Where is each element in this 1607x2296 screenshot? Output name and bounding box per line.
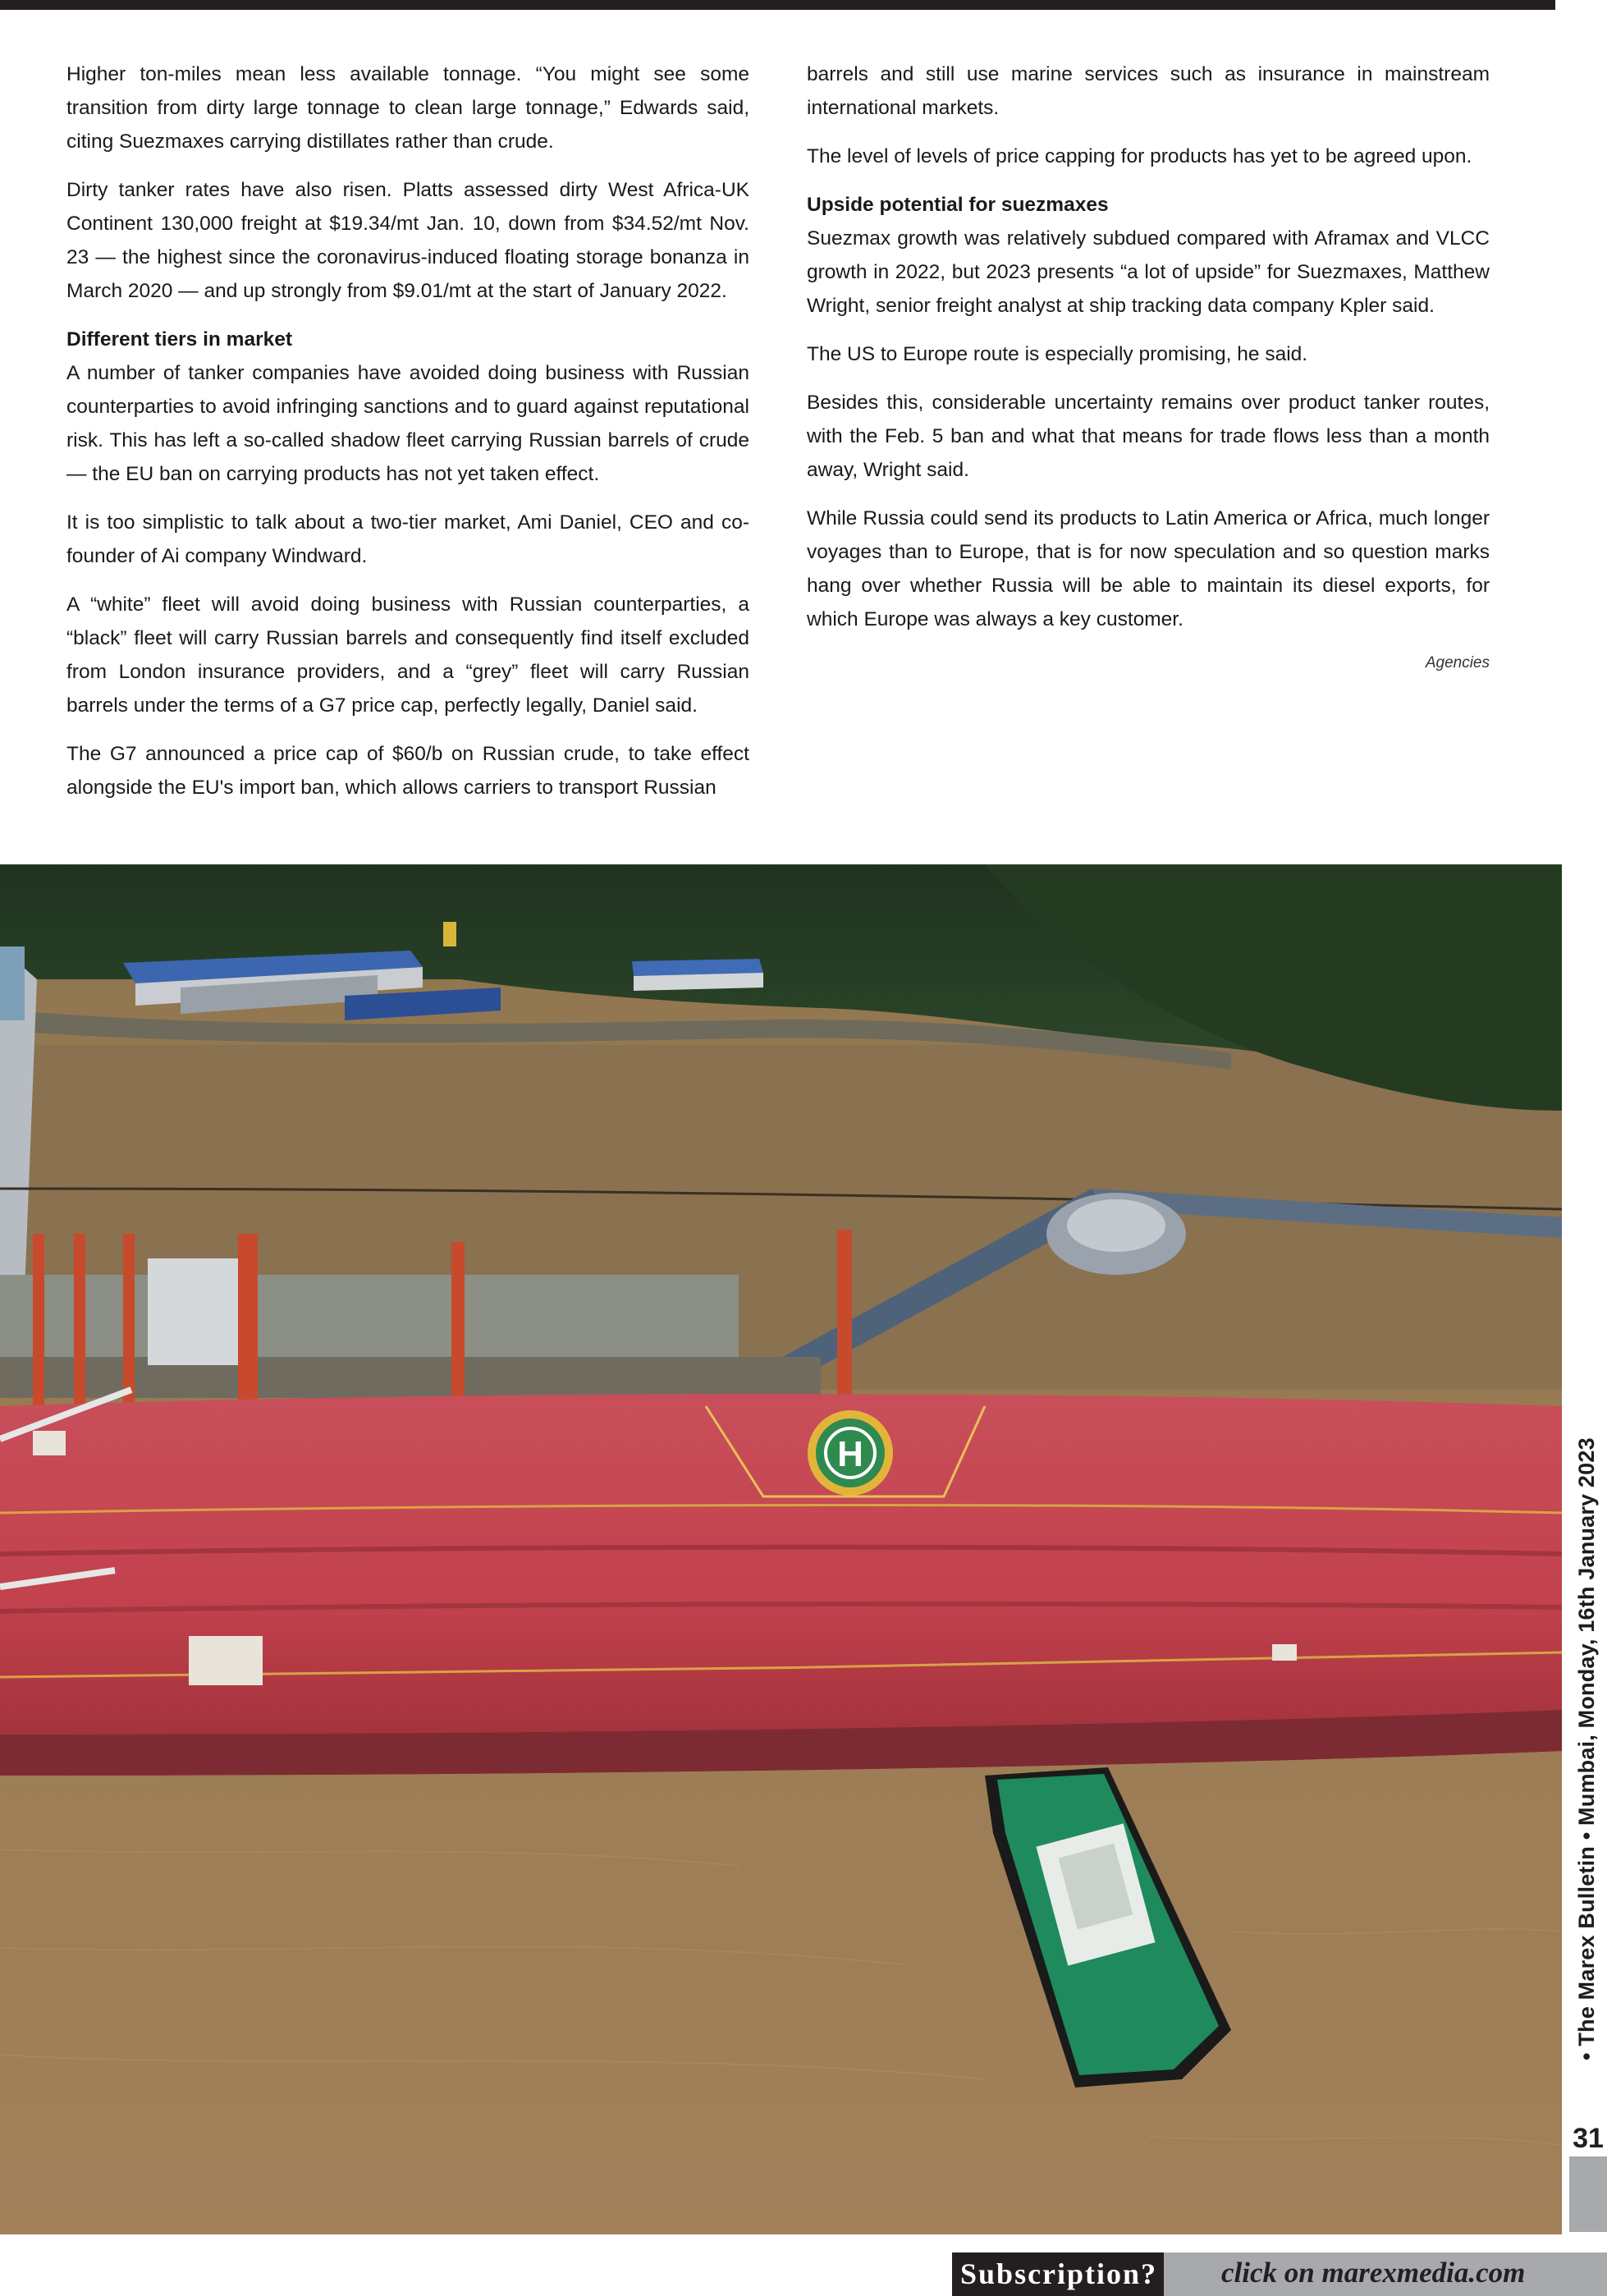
section-heading: Upside potential for suezmaxes: [807, 194, 1109, 216]
page-number: 31: [1569, 2120, 1607, 2156]
article-right-column: [807, 57, 1490, 690]
paragraph: The US to Europe route is especially promising, he said.: [807, 343, 1308, 365]
paragraph: A number of tanker companies have avoided doing business with Russian counterparties to avoid infringing sanctions and to guard against reputational risk. This has left a so-called shadow fleet carrying Russian barrels of crude — the EU ban on carrying products has not yet taken effect.: [66, 362, 749, 485]
paragraph: While Russia could send its products to Latin America or Africa, much longer voyages than to Europe, that is for now speculation and so question marks hang over whether Russia will be able to maintain its diesel exports, for which Europe was always a key customer.: [807, 507, 1490, 630]
paragraph: barrels and still use marine services such as insurance in mainstream international markets.: [807, 63, 1490, 119]
paragraph: Dirty tanker rates have also risen. Platts assessed dirty West Africa-UK Continent 130,000 freight at $19.34/mt Jan. 10, down from $34.52/mt Nov. 23 — the highest since the coronavirus-induced floating storage bonanza in March 2020 — and up strongly from $9.01/mt at the start of January 2022.: [66, 179, 749, 302]
paragraph: Higher ton-miles mean less available tonnage. “You might see some transition from dirty large tonnage to clean large tonnage,” Edwards said, citing Suezmaxes carrying distillates rather than crude.: [66, 63, 749, 153]
paragraph: Besides this, considerable uncertainty remains over product tanker routes, with the Feb. 5 ban and what that means for trade flows less than a month away, Wright said.: [807, 392, 1490, 481]
helipad-letter: H: [837, 1434, 863, 1474]
article-credit: Agencies: [1425, 654, 1490, 671]
subscription-label: Subscription?: [952, 2252, 1164, 2296]
top-rule: [0, 0, 1555, 10]
section-heading: Different tiers in market: [66, 328, 293, 351]
subscription-link[interactable]: click on marexmedia.com: [1221, 2257, 1526, 2289]
tanker-photo: [0, 864, 1562, 2234]
paragraph: The level of levels of price capping for products has yet to be agreed upon.: [807, 145, 1472, 167]
publication-text: • The Marex Bulletin • Mumbai, Monday, 16th January 2023: [1574, 1437, 1599, 2060]
paragraph: The G7 announced a price cap of $60/b on Russian crude, to take effect alongside the EU's import ban, which allows carriers to transport Russian: [66, 743, 749, 799]
paragraph: A “white” fleet will avoid doing business with Russian counterparties, a “black” fleet will carry Russian barrels and consequently find itself excluded from London insurance providers, and a “grey” fleet will carry Russian barrels under the terms of a G7 price cap, perfectly legally, Daniel said.: [66, 593, 749, 717]
page-number-box: [1569, 2120, 1607, 2232]
article-left-column: [66, 57, 749, 819]
paragraph: It is too simplistic to talk about a two-tier market, Ami Daniel, CEO and co-founder of Ai company Windward.: [66, 511, 749, 567]
paragraph: Suezmax growth was relatively subdued compared with Aframax and VLCC growth in 2022, but 2023 presents “a lot of upside” for Suezmaxes, Matthew Wright, senior freight analyst at ship tracking data company Kpler said.: [807, 227, 1490, 317]
